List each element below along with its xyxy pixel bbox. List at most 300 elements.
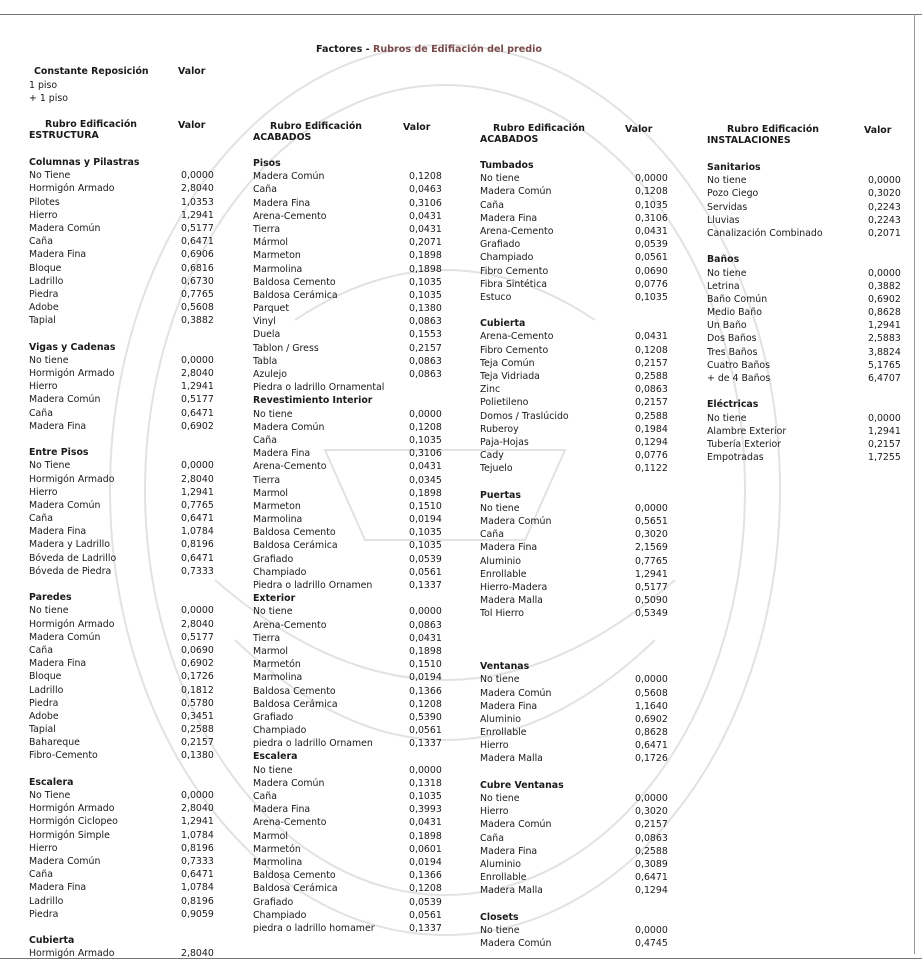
factor-value: 0,5349 xyxy=(635,608,668,620)
factor-value: 0,6471 xyxy=(635,740,668,752)
rubro-label: Caña xyxy=(29,236,53,248)
table-row xyxy=(253,764,475,777)
factor-value: 0,2157 xyxy=(635,819,668,831)
table-row xyxy=(480,687,700,700)
factor-value: 2,8040 xyxy=(181,803,214,815)
factor-value: 0,0863 xyxy=(409,369,442,380)
section-spacer xyxy=(29,921,237,934)
table-row xyxy=(480,792,700,805)
factor-value: 6,4707 xyxy=(868,373,901,384)
factor-value: 2,8040 xyxy=(181,183,214,195)
title-subtitle: Rubros de Edifiación del predio xyxy=(372,44,543,55)
factor-value: 0,1898 xyxy=(409,645,442,657)
rubro-label: Alambre Exterior xyxy=(707,425,787,437)
factor-value: 0,7765 xyxy=(181,499,214,511)
rubro-label: Pozo Ciego xyxy=(707,188,759,200)
factor-value: 0,1035 xyxy=(409,540,442,552)
rubro-label: Medio Baño xyxy=(707,307,762,319)
factor-value: 0,2157 xyxy=(635,357,668,369)
table-row xyxy=(253,909,475,922)
rubro-label: Marmol xyxy=(253,487,288,499)
rubro-label: Baldosa Cemento xyxy=(253,527,336,539)
table-row xyxy=(29,486,237,499)
section-heading: Cubre Ventanas xyxy=(480,779,564,791)
factor-value: 0,0194 xyxy=(409,672,442,684)
table-row xyxy=(253,342,475,355)
table-row xyxy=(253,539,475,552)
rubro-label: Baño Común xyxy=(707,293,768,305)
table-row xyxy=(253,223,475,236)
rubro-label: Adobe xyxy=(29,710,59,722)
rubro-label: Tabla xyxy=(253,355,278,367)
table-row xyxy=(29,631,237,644)
table-row xyxy=(480,871,700,884)
factor-value: 0,0863 xyxy=(409,355,442,367)
table-row xyxy=(253,500,475,513)
table-row xyxy=(480,832,700,845)
table-row xyxy=(29,407,237,420)
table-row xyxy=(29,881,237,894)
table-row xyxy=(707,346,912,359)
section-heading: Eléctricas xyxy=(707,399,759,411)
rubro-label: Madera Común xyxy=(29,499,101,511)
table-row xyxy=(29,657,237,670)
table-row xyxy=(707,332,912,345)
factor-value: 0,0000 xyxy=(181,354,214,366)
section-heading: Ventanas xyxy=(480,661,530,673)
section-heading: Baños xyxy=(707,254,740,266)
factor-value: 0,0863 xyxy=(409,619,442,631)
factor-value: 0,5608 xyxy=(181,302,214,314)
table-row xyxy=(29,723,237,736)
section-spacer xyxy=(707,240,912,253)
rubro-label: Hierro xyxy=(29,381,58,393)
rubro-label: Madera Común xyxy=(480,516,552,528)
factor-value: 0,1208 xyxy=(409,698,442,710)
factor-value: 0,0431 xyxy=(635,331,668,343)
table-row xyxy=(480,436,700,449)
table-row xyxy=(480,937,700,950)
rubro-label: No tiene xyxy=(707,267,747,279)
factor-value: 0,1898 xyxy=(409,830,442,842)
rubro-label: Champiado xyxy=(480,252,534,264)
page-border-top xyxy=(0,14,922,15)
rubro-label: No tiene xyxy=(480,674,520,686)
table-row xyxy=(29,868,237,881)
table-row xyxy=(253,197,475,210)
table-row xyxy=(253,896,475,909)
rubro-label: Madera Fina xyxy=(253,197,311,209)
table-row xyxy=(480,199,700,212)
factor-value: 0,0000 xyxy=(635,502,668,514)
table-row xyxy=(253,619,475,632)
table-row xyxy=(480,449,700,462)
factor-value: 0,0000 xyxy=(635,793,668,804)
factor-value: 0,1035 xyxy=(635,291,668,303)
rubro-label: Madera Fina xyxy=(480,212,538,224)
table-row xyxy=(29,393,237,406)
table-row xyxy=(253,658,475,671)
factor-value: 0,3020 xyxy=(635,806,668,818)
column-estructura xyxy=(29,156,237,960)
rubro-label: Hierro xyxy=(480,740,509,752)
factor-value: 1,2941 xyxy=(868,320,901,332)
factor-value: 0,1208 xyxy=(409,171,442,183)
rubro-label: Marmeton xyxy=(253,500,301,512)
table-row xyxy=(480,673,700,686)
table-row xyxy=(480,357,700,370)
factor-value: 0,3089 xyxy=(635,858,668,870)
factor-value: 0,2157 xyxy=(868,438,901,450)
table-row xyxy=(29,380,237,393)
section-heading: Escalera xyxy=(253,751,298,763)
table-row xyxy=(253,724,475,737)
table-row xyxy=(253,645,475,658)
rubro-label: Mármol xyxy=(253,237,288,249)
table-row xyxy=(29,895,237,908)
table-row xyxy=(480,291,700,304)
table-row xyxy=(29,169,237,182)
table-row xyxy=(253,553,475,566)
table-row xyxy=(707,187,912,200)
table-row xyxy=(707,267,912,280)
rubro-label: Piedra o ladrillo Ornamental xyxy=(253,382,385,394)
table-row xyxy=(253,882,475,895)
factor-value: 0,6816 xyxy=(181,262,214,274)
rubro-label: Madera Fina xyxy=(29,882,87,894)
table-row xyxy=(707,306,912,319)
section-heading: Columnas y Pilastras xyxy=(29,157,140,168)
rubro-label: Marmolina xyxy=(253,263,303,275)
rubro-label: No tiene xyxy=(480,173,520,185)
factor-value: 0,6471 xyxy=(181,513,214,525)
constante-header: Constante Reposición xyxy=(34,66,149,77)
factor-value: 0,0000 xyxy=(868,175,901,187)
table-row xyxy=(253,210,475,223)
factor-value: 0,1726 xyxy=(181,671,214,683)
factor-value: 0,0601 xyxy=(409,843,442,855)
table-row xyxy=(253,698,475,711)
rubro-label: Tol Hierro xyxy=(480,608,524,620)
table-row xyxy=(29,947,237,960)
table-row xyxy=(253,408,475,421)
factor-value: 0,2157 xyxy=(635,397,668,409)
factor-value: 0,3993 xyxy=(409,804,442,816)
table-row xyxy=(707,412,912,425)
rubro-label: Tierra xyxy=(253,223,281,235)
rubro-label: Tierra xyxy=(253,632,281,644)
factor-value: 0,1726 xyxy=(635,753,668,765)
factor-value: 0,0463 xyxy=(409,184,442,196)
table-row xyxy=(29,815,237,828)
table-row xyxy=(707,214,912,227)
section-heading: Pisos xyxy=(253,158,281,169)
table-row xyxy=(707,319,912,332)
table-row xyxy=(480,924,700,937)
factor-value: 2,8040 xyxy=(181,618,214,630)
table-row xyxy=(707,438,912,451)
table-row xyxy=(253,526,475,539)
section-heading: Cubierta xyxy=(480,318,526,330)
rubro-label: Hierro-Madera xyxy=(480,582,548,593)
factor-value: 2,8040 xyxy=(181,948,214,960)
col-header-line2: ACABADOS xyxy=(253,132,312,143)
factor-value: 0,2243 xyxy=(868,214,901,226)
rubro-label: Madera Fina xyxy=(29,420,87,432)
table-row xyxy=(253,790,475,803)
rubro-label: Azulejo xyxy=(253,369,287,380)
section-spacer xyxy=(29,327,237,340)
factor-value: 0,3106 xyxy=(635,212,668,224)
table-row xyxy=(253,830,475,843)
table-row xyxy=(253,922,475,935)
factor-value: 1,0784 xyxy=(181,882,214,894)
constante-valor-header: Valor xyxy=(178,66,206,77)
factor-value: 0,1380 xyxy=(181,750,214,762)
col-header-line1: Rubro Edificación xyxy=(727,124,819,135)
rubro-label: Letrina xyxy=(707,280,740,292)
factor-value: 0,2071 xyxy=(868,227,901,239)
section-spacer xyxy=(707,385,912,398)
rubro-label: Ladrillo xyxy=(29,895,64,907)
factor-value: 0,1898 xyxy=(409,487,442,499)
factor-value: 0,5177 xyxy=(181,631,214,643)
section-heading: Vigas y Cadenas xyxy=(29,341,116,353)
factor-value: 1,2941 xyxy=(868,425,901,437)
table-row xyxy=(253,460,475,473)
rubro-label: Empotradas xyxy=(707,452,764,464)
factor-value: 0,2588 xyxy=(635,371,668,382)
col-header-instalaciones xyxy=(707,124,819,146)
col-header-line2: ACABADOS xyxy=(480,134,539,145)
rubro-label: Marmolina xyxy=(253,514,303,526)
table-row xyxy=(253,289,475,302)
rubro-label: Hierro xyxy=(29,842,58,854)
factor-value: 0,0000 xyxy=(635,924,668,936)
rubro-label: Madera Común xyxy=(480,186,552,198)
section-heading: Revestimiento Interior xyxy=(253,395,373,407)
page-border-right xyxy=(914,14,915,954)
rubro-label: Grafiado xyxy=(253,896,294,908)
factor-value: 1,2941 xyxy=(181,486,214,498)
table-row xyxy=(253,355,475,368)
table-row xyxy=(707,425,912,438)
rubro-label: Bloque xyxy=(29,262,62,274)
rubro-label: Fibro Cemento xyxy=(480,265,549,277)
rubro-label: No tiene xyxy=(253,764,293,776)
table-row xyxy=(480,607,700,620)
table-row xyxy=(480,818,700,831)
rubro-label: Estuco xyxy=(480,291,512,303)
table-row xyxy=(29,736,237,749)
rubro-label: Enrollable xyxy=(480,872,527,884)
rubro-label: Caña xyxy=(480,832,504,844)
section-spacer xyxy=(480,621,700,634)
factor-value: 0,0000 xyxy=(409,606,442,618)
rubro-label: Cady xyxy=(480,450,504,462)
table-row xyxy=(29,301,237,314)
table-row xyxy=(707,174,912,187)
factor-value: 0,0863 xyxy=(635,832,668,844)
factor-value: 0,6471 xyxy=(181,407,214,419)
table-row xyxy=(29,565,237,578)
table-row xyxy=(29,697,237,710)
table-row xyxy=(253,803,475,816)
factor-value: 0,8196 xyxy=(181,539,214,551)
rubro-label: Ladrillo xyxy=(29,275,64,287)
factor-value: 0,3882 xyxy=(868,280,901,292)
factor-value: 0,2071 xyxy=(409,237,442,249)
factor-value: 0,2243 xyxy=(868,201,901,213)
rubro-label: Caña xyxy=(29,644,53,656)
rubro-label: + de 4 Baños xyxy=(707,373,771,384)
factor-value: 0,1337 xyxy=(409,580,442,591)
table-row xyxy=(480,884,700,897)
col-valor-header: Valor xyxy=(625,124,653,135)
factor-value: 0,2588 xyxy=(635,845,668,857)
table-row xyxy=(480,845,700,858)
table-row xyxy=(29,275,237,288)
section-spacer xyxy=(480,766,700,779)
rubro-label: Aluminio xyxy=(480,858,521,870)
table-row xyxy=(707,227,912,240)
table-row xyxy=(480,739,700,752)
rubro-label: Fibro-Cemento xyxy=(29,750,98,762)
table-row xyxy=(480,568,700,581)
rubro-label: Arena-Cemento xyxy=(480,331,554,343)
factor-value: 0,0000 xyxy=(868,412,901,424)
rubro-label: Hormigón Armado xyxy=(29,368,115,379)
rubro-label: Madera Común xyxy=(480,938,552,950)
factor-value: 0,1366 xyxy=(409,870,442,882)
factor-value: 1,0784 xyxy=(181,526,214,538)
table-row xyxy=(29,209,237,222)
table-row xyxy=(707,451,912,464)
col-header-line2: INSTALACIONES xyxy=(707,135,791,146)
factor-value: 0,0000 xyxy=(409,764,442,776)
rubro-label: Madera Común xyxy=(253,171,325,183)
rubro-label: Polietileno xyxy=(480,397,529,409)
factor-value: 0,6471 xyxy=(635,872,668,884)
factor-value: 0,1898 xyxy=(409,263,442,275)
table-row xyxy=(253,711,475,724)
factor-value: 0,3106 xyxy=(409,197,442,209)
rubro-label: Madera Fina xyxy=(253,448,311,460)
rubro-label: Bahareque xyxy=(29,737,80,749)
rubro-label: Caña xyxy=(29,869,53,881)
table-row xyxy=(480,185,700,198)
factor-value: 0,0431 xyxy=(409,210,442,222)
factor-value: 0,1510 xyxy=(409,659,442,671)
rubro-label: Baldosa Cemento xyxy=(253,276,336,288)
factor-value: 0,0431 xyxy=(409,817,442,829)
factor-value: 2,8040 xyxy=(181,473,214,485)
rubro-label: No tiene xyxy=(253,408,293,420)
table-row xyxy=(29,789,237,802)
rubro-label: piedra o ladrillo homamer xyxy=(253,922,375,934)
factor-value: 0,0431 xyxy=(409,223,442,235)
rubro-label: Madera Fina xyxy=(253,804,311,816)
table-row xyxy=(480,330,700,343)
table-row xyxy=(253,856,475,869)
rubro-label: Duela xyxy=(253,329,281,341)
table-row xyxy=(253,434,475,447)
section-heading: Entre Pisos xyxy=(29,447,89,459)
rubro-label: Tablon / Gress xyxy=(253,342,319,354)
table-row xyxy=(29,802,237,815)
rubro-label: Marmeton xyxy=(253,250,301,262)
section-spacer xyxy=(29,578,237,591)
table-row xyxy=(29,684,237,697)
table-row xyxy=(29,604,237,617)
rubro-label: Ruberoy xyxy=(480,423,519,435)
rubro-label: Hierro xyxy=(480,806,509,818)
table-row xyxy=(29,288,237,301)
table-row xyxy=(480,752,700,765)
rubro-label: Tres Baños xyxy=(707,346,758,358)
rubro-label: No Tiene xyxy=(29,790,71,801)
rubro-label: Arena-Cemento xyxy=(253,619,327,631)
rubro-label: Caña xyxy=(29,407,53,419)
col-valor-header: Valor xyxy=(864,125,892,136)
table-row xyxy=(480,344,700,357)
rubro-label: Hormigón Armado xyxy=(29,473,115,485)
table-row xyxy=(253,170,475,183)
table-row xyxy=(253,579,475,592)
factor-value: 0,0690 xyxy=(635,265,668,277)
rubro-label: No tiene xyxy=(480,793,520,804)
section-heading: Tumbados xyxy=(480,160,534,171)
rubro-label: Madera Fina xyxy=(480,845,538,857)
rubro-label: piedra o ladrillo Ornamen xyxy=(253,738,373,750)
rubro-label: Lluvias xyxy=(707,214,740,226)
factor-value: 0,1366 xyxy=(409,685,442,697)
table-row xyxy=(253,869,475,882)
rubro-label: Champiado xyxy=(253,909,307,921)
table-row xyxy=(480,462,700,475)
factor-value: 0,1337 xyxy=(409,738,442,750)
table-row xyxy=(29,420,237,433)
section-heading: Closets xyxy=(480,911,519,923)
rubro-label: No Tiene xyxy=(29,170,71,182)
factor-value: 0,0431 xyxy=(409,632,442,644)
table-row xyxy=(253,368,475,381)
table-row xyxy=(253,671,475,684)
rubro-label: Champiado xyxy=(253,725,307,737)
section-spacer xyxy=(480,304,700,317)
title-main: Factores - xyxy=(316,44,373,55)
rubro-label: Caña xyxy=(29,513,53,525)
col-header-estructura xyxy=(29,119,137,141)
table-row xyxy=(480,212,700,225)
rubro-label: Teja Vidriada xyxy=(480,371,540,382)
table-row xyxy=(253,421,475,434)
factor-value: 0,0431 xyxy=(635,225,668,237)
rubro-label: Madera Común xyxy=(29,394,101,406)
table-row xyxy=(707,293,912,306)
factor-value: 0,0561 xyxy=(409,909,442,921)
rubro-label: Champiado xyxy=(253,566,307,578)
rubro-label: Parquet xyxy=(253,303,290,315)
factor-value: 0,1553 xyxy=(409,329,442,341)
factor-value: 0,0000 xyxy=(181,170,214,182)
rubro-label: No tiene xyxy=(480,502,520,514)
factor-value: 0,0000 xyxy=(181,605,214,617)
rubro-label: Madera Malla xyxy=(480,885,543,897)
rubro-label: Madera Fina xyxy=(29,249,87,261)
table-row xyxy=(480,805,700,818)
rubro-label: Marmol xyxy=(253,830,288,842)
